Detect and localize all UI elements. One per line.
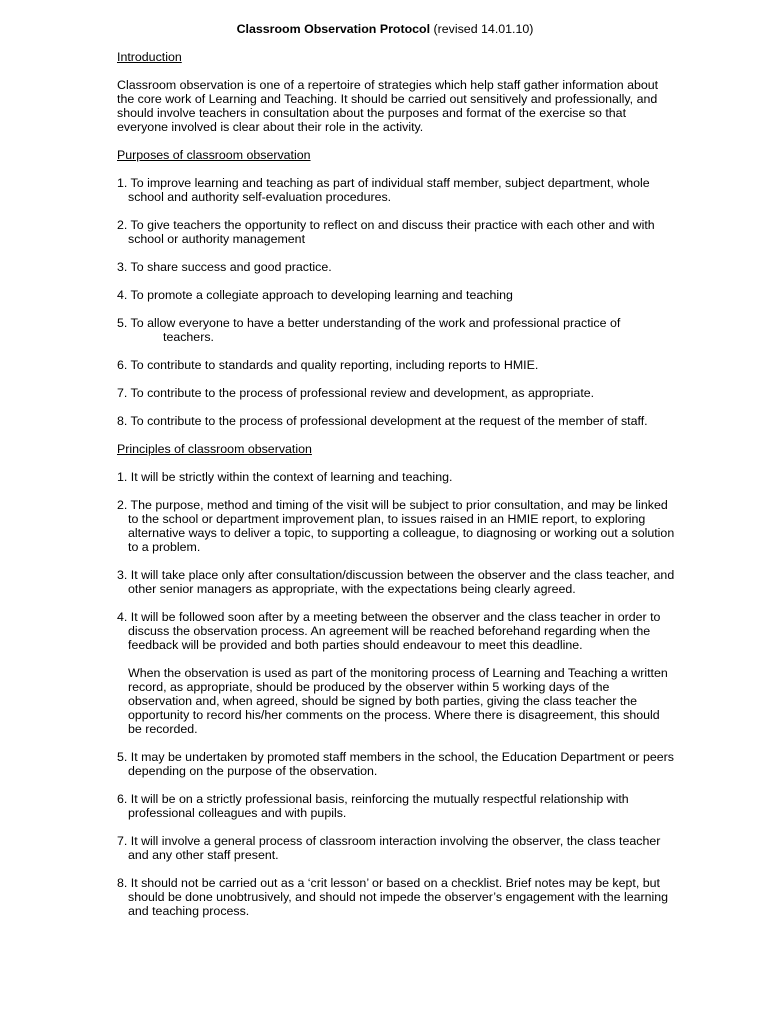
principle-item-cont: to a problem. (128, 540, 201, 554)
purpose-item: 1. To improve learning and teaching as part of individual staff member, subject department, whole (117, 176, 650, 190)
purpose-item: 4. To promote a collegiate approach to developing learning and teaching (117, 288, 513, 302)
introduction-heading: Introduction (117, 50, 182, 64)
purpose-item: 7. To contribute to the process of professional review and development, as appropriate. (117, 386, 595, 400)
purpose-item: 8. To contribute to the process of professional development at the request of the member of staff. (117, 414, 648, 428)
principle-item-cont: other senior managers as appropriate, with the expectations being clearly agreed. (128, 582, 576, 596)
intro-line: the core work of Learning and Teaching. It should be carried out sensitively and professionally, and (117, 92, 658, 106)
principle-paragraph: record, as appropriate, should be produced by the observer within 5 working days of the (128, 680, 610, 694)
intro-line: Classroom observation is one of a repertoire of strategies which help staff gather information about (117, 78, 659, 92)
purpose-item: 2. To give teachers the opportunity to reflect on and discuss their practice with each other and with (117, 218, 655, 232)
principle-paragraph: observation and, when agreed, should be signed by both parties, giving the class teacher the (128, 694, 638, 708)
principle-item-cont: alternative ways to deliver a topic, to supporting a colleague, to diagnosing or working out a solution (128, 526, 675, 540)
intro-line: should involve teachers in consultation about the purposes and format of the exercise so that (117, 106, 627, 120)
principle-item: 6. It will be on a strictly professional basis, reinforcing the mutually respectful relationship with (117, 792, 629, 806)
intro-line: everyone involved is clear about their role in the activity. (117, 120, 424, 134)
principle-paragraph: opportunity to record his/her comments on the process. Where there is disagreement, this should (128, 708, 660, 722)
principle-item-cont: and teaching process. (128, 904, 250, 918)
title-revision: (revised 14.01.10) (430, 22, 534, 36)
principle-item: 3. It will take place only after consultation/discussion between the observer and the class teacher, and (117, 568, 675, 582)
document-title (0, 22, 770, 36)
purpose-item-cont: school or authority management (128, 232, 306, 246)
principles-heading: Principles of classroom observation (117, 442, 312, 456)
purpose-item-cont: school and authority self-evaluation procedures. (128, 190, 392, 204)
principle-item-cont: and any other staff present. (128, 848, 279, 862)
purpose-item: 5. To allow everyone to have a better understanding of the work and professional practice of (117, 316, 621, 330)
principle-item-cont: depending on the purpose of the observation. (128, 764, 378, 778)
purpose-item: 3. To share success and good practice. (117, 260, 332, 274)
principle-paragraph: be recorded. (128, 722, 198, 736)
purpose-item-cont: teachers. (163, 330, 214, 344)
principle-item: 4. It will be followed soon after by a meeting between the observer and the class teacher in order to (117, 610, 661, 624)
principle-item: 5. It may be undertaken by promoted staff members in the school, the Education Department or peers (117, 750, 674, 764)
title-bold: Classroom Observation Protocol (236, 22, 431, 36)
principle-item: 8. It should not be carried out as a ‘crit lesson’ or based on a checklist. Brief notes may be kept, but (117, 876, 660, 890)
principle-paragraph: When the observation is used as part of the monitoring process of Learning and Teaching a written (128, 666, 668, 680)
principle-item-cont: should be done unobtrusively, and should not impede the observer’s engagement with the learning (128, 890, 669, 904)
principle-item: 7. It will involve a general process of classroom interaction involving the observer, the class teacher (117, 834, 661, 848)
principle-item-cont: feedback will be provided and both parties should endeavour to meet this deadline. (128, 638, 583, 652)
purpose-item: 6. To contribute to standards and quality reporting, including reports to HMIE. (117, 358, 539, 372)
principle-item-cont: professional colleagues and with pupils. (128, 806, 347, 820)
purposes-heading: Purposes of classroom observation (117, 148, 311, 162)
principle-item-cont: discuss the observation process. An agreement will be reached beforehand regarding when the (128, 624, 651, 638)
principle-item: 2. The purpose, method and timing of the visit will be subject to prior consultation, and may be linked (117, 498, 668, 512)
principle-item: 1. It will be strictly within the context of learning and teaching. (117, 470, 453, 484)
principle-item-cont: to the school or department improvement plan, to issues raised in an HMIE report, to exploring (128, 512, 646, 526)
